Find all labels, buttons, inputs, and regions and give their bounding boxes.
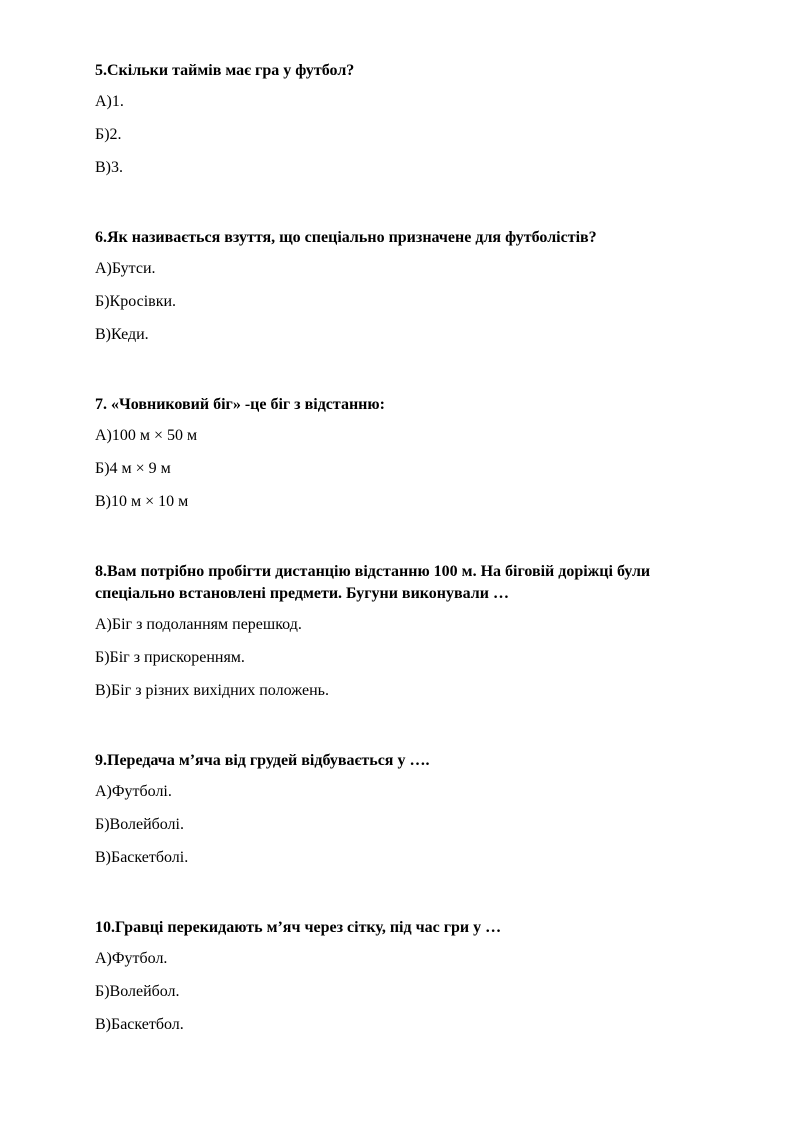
question-title: 6.Як називається взуття, що спеціально призначене для футболістів? xyxy=(95,229,597,246)
question-title: 5.Скільки таймів має гра у футбол? xyxy=(95,62,355,79)
answer-option: В)Баскетбол. xyxy=(95,1016,184,1033)
answer-option: Б)Біг з прискоренням. xyxy=(95,649,245,666)
question-10 xyxy=(95,917,715,1036)
answer-option: В)Біг з різних вихідних положень. xyxy=(95,682,329,699)
answer-option: А)1. xyxy=(95,93,124,110)
answer-option: В)Баскетболі. xyxy=(95,849,189,866)
question-title: 8.Вам потрібно пробігти дистанцію відстанню 100 м. На біговій доріжці були спеціально встановлені предмети. Бугуни виконували … xyxy=(95,563,651,602)
answer-option: А)Футбол. xyxy=(95,950,168,967)
answer-option: А)Біг з подоланням перешкод. xyxy=(95,616,302,633)
question-9 xyxy=(95,750,715,869)
answer-option: Б)Волейболі. xyxy=(95,816,184,833)
question-title: 9.Передача м’яча від грудей відбувається у …. xyxy=(95,752,430,769)
answer-option: Б)Волейбол. xyxy=(95,983,180,1000)
question-7 xyxy=(95,394,715,513)
answer-option: В)3. xyxy=(95,159,123,176)
answer-option: В)10 м × 10 м xyxy=(95,493,189,510)
question-title: 7. «Човниковий біг» -це біг з відстанню: xyxy=(95,396,385,413)
answer-option: Б)4 м × 9 м xyxy=(95,460,171,477)
answer-option: А)Бутси. xyxy=(95,260,156,277)
answer-option: Б)2. xyxy=(95,126,122,143)
answer-option: А)Футболі. xyxy=(95,783,172,800)
question-5 xyxy=(95,60,715,179)
question-8 xyxy=(95,561,715,702)
answer-option: В)Кеди. xyxy=(95,326,149,343)
question-title: 10.Гравці перекидають м’яч через сітку, під час гри у … xyxy=(95,919,502,936)
quiz-page xyxy=(95,60,715,1084)
answer-option: А)100 м × 50 м xyxy=(95,427,198,444)
answer-option: Б)Кросівки. xyxy=(95,293,177,310)
question-6 xyxy=(95,227,715,346)
